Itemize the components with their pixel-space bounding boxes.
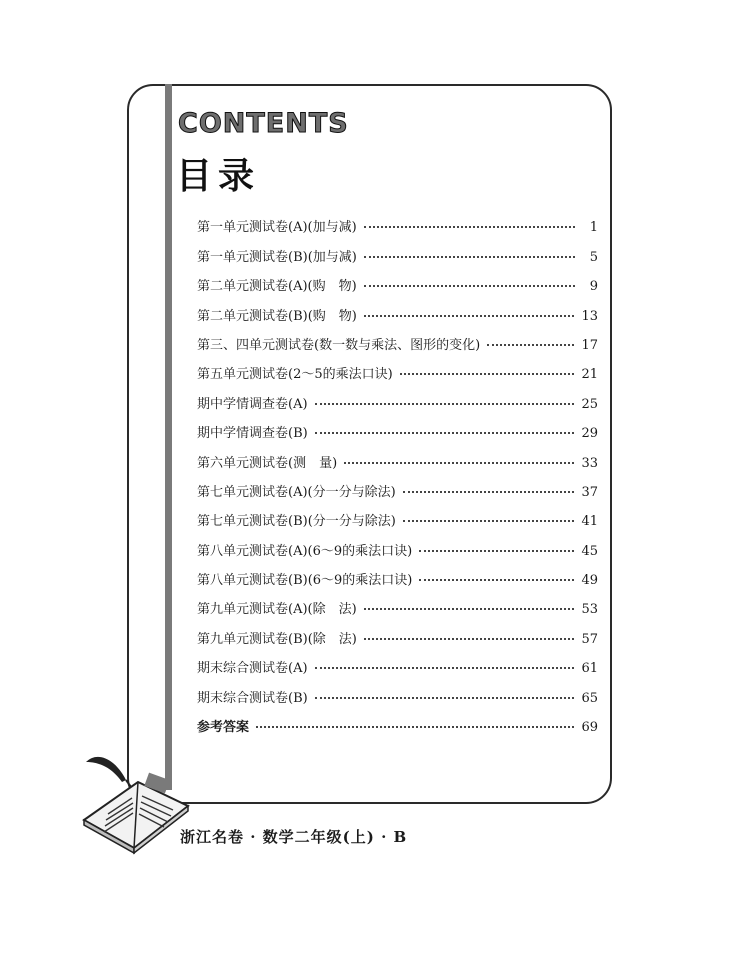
toc-entry[interactable] bbox=[197, 441, 598, 470]
dot-leader bbox=[315, 667, 575, 669]
toc-entry-page-number: 29 bbox=[581, 426, 598, 442]
toc-entry[interactable] bbox=[197, 265, 598, 294]
toc-entry[interactable] bbox=[197, 500, 598, 529]
toc-entry-title: 第九单元测试卷(B)(除 法) bbox=[197, 631, 357, 647]
contents-heading: CONTENTS bbox=[178, 108, 349, 139]
dot-leader bbox=[315, 697, 575, 699]
toc-entry-page-number: 13 bbox=[581, 308, 598, 324]
toc-entry-page-number: 45 bbox=[581, 543, 598, 559]
toc-entry[interactable] bbox=[197, 676, 598, 705]
page-title: 目录 bbox=[176, 155, 261, 197]
toc-entry-title: 第二单元测试卷(B)(购 物) bbox=[197, 308, 357, 324]
dot-leader bbox=[315, 432, 575, 434]
toc-entry-title: 第九单元测试卷(A)(除 法) bbox=[197, 602, 357, 618]
toc-entry-title: 第七单元测试卷(A)(分一分与除法) bbox=[197, 484, 396, 500]
dot-leader bbox=[403, 491, 575, 493]
toc-entry-page-number: 53 bbox=[581, 602, 598, 618]
toc-entry-title: 第三、四单元测试卷(数一数与乘法、图形的变化) bbox=[197, 337, 481, 353]
toc-entry-title: 参考答案 bbox=[197, 720, 250, 736]
toc-entry-page-number: 65 bbox=[581, 690, 598, 706]
toc-entry-page-number: 69 bbox=[581, 720, 598, 736]
toc-entry-title: 第五单元测试卷(2～5的乘法口诀) bbox=[197, 367, 393, 383]
toc-entry[interactable] bbox=[197, 206, 598, 235]
toc-entry-page-number: 17 bbox=[581, 337, 598, 353]
toc-entry[interactable] bbox=[197, 382, 598, 411]
dot-leader bbox=[400, 373, 575, 375]
toc-entry-title: 第八单元测试卷(B)(6～9的乘法口诀) bbox=[197, 573, 413, 589]
toc-entry-title: 期末综合测试卷(A) bbox=[197, 661, 308, 677]
toc-entry-title: 期中学情调查卷(B) bbox=[197, 426, 308, 442]
dot-leader bbox=[344, 462, 574, 464]
toc-entry[interactable] bbox=[197, 235, 598, 264]
toc-entry-title: 第一单元测试卷(A)(加与减) bbox=[197, 220, 357, 236]
dot-leader bbox=[315, 403, 575, 405]
toc-entry[interactable] bbox=[197, 559, 598, 588]
dot-leader bbox=[256, 726, 574, 728]
open-book-with-quill-icon bbox=[78, 750, 193, 855]
toc-entry-title: 第一单元测试卷(B)(加与减) bbox=[197, 249, 357, 265]
toc-entry-page-number: 1 bbox=[589, 220, 598, 236]
toc-entry[interactable] bbox=[197, 324, 598, 353]
toc-entry-title: 期中学情调查卷(A) bbox=[197, 396, 308, 412]
toc-entry-title: 第六单元测试卷(测 量) bbox=[197, 455, 338, 471]
frame-accent-bar bbox=[165, 84, 172, 790]
toc-entry[interactable] bbox=[197, 294, 598, 323]
toc-entry-title: 第八单元测试卷(A)(6～9的乘法口诀) bbox=[197, 543, 413, 559]
toc-entry-page-number: 21 bbox=[581, 367, 598, 383]
toc-entry-title: 期末综合测试卷(B) bbox=[197, 690, 308, 706]
dot-leader bbox=[364, 285, 575, 287]
dot-leader bbox=[364, 226, 575, 228]
toc-entry[interactable] bbox=[197, 353, 598, 382]
footer-series-title: 浙江名卷 · 数学二年级(上) · B bbox=[180, 828, 408, 846]
toc-entry[interactable] bbox=[197, 706, 598, 735]
toc-entry-title: 第二单元测试卷(A)(购 物) bbox=[197, 279, 357, 295]
dot-leader bbox=[487, 344, 574, 346]
toc-entry-page-number: 49 bbox=[581, 573, 598, 589]
toc-entry-title: 第七单元测试卷(B)(分一分与除法) bbox=[197, 514, 396, 530]
dot-leader bbox=[364, 638, 575, 640]
toc-entry-page-number: 41 bbox=[581, 514, 598, 530]
toc-entry[interactable] bbox=[197, 529, 598, 558]
toc-entry-page-number: 61 bbox=[581, 661, 598, 677]
dot-leader bbox=[419, 579, 574, 581]
toc-entry[interactable] bbox=[197, 647, 598, 676]
toc-entry-page-number: 25 bbox=[581, 396, 598, 412]
toc-entry-page-number: 37 bbox=[581, 484, 598, 500]
dot-leader bbox=[419, 550, 574, 552]
toc-entry-page-number: 5 bbox=[589, 249, 598, 265]
table-of-contents bbox=[197, 206, 598, 735]
toc-entry[interactable] bbox=[197, 588, 598, 617]
toc-entry-page-number: 9 bbox=[589, 279, 598, 295]
dot-leader bbox=[403, 520, 575, 522]
toc-entry[interactable] bbox=[197, 412, 598, 441]
dot-leader bbox=[364, 608, 575, 610]
toc-entry[interactable] bbox=[197, 617, 598, 646]
dot-leader bbox=[364, 315, 575, 317]
toc-entry-page-number: 33 bbox=[581, 455, 598, 471]
dot-leader bbox=[364, 256, 575, 258]
toc-entry[interactable] bbox=[197, 471, 598, 500]
toc-entry-page-number: 57 bbox=[581, 631, 598, 647]
